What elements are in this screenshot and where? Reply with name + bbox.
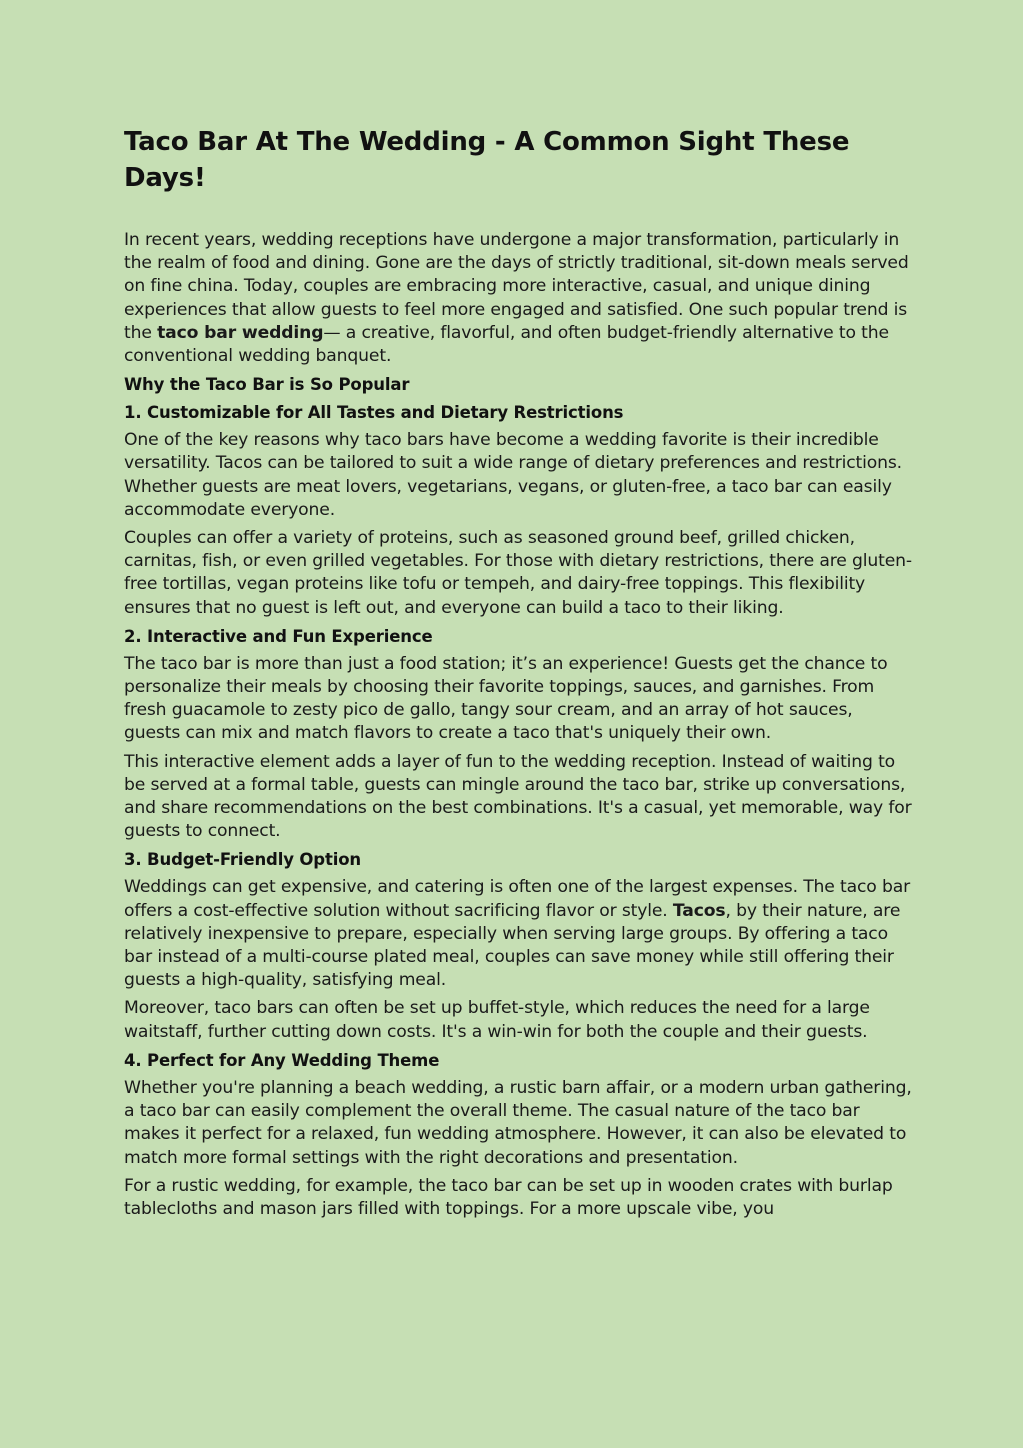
intro-paragraph bbox=[124, 229, 914, 368]
page-title: Taco Bar At The Wedding - A Common Sight These Days! bbox=[124, 127, 850, 193]
intro-text: In recent years, wedding receptions have undergone a major transformation, particularly in the realm of food and dining. Gone are the days of strictly traditional, sit-down meals served on fine china. Today, couples are embracing more interactive, casual, and unique dining experiences that allow guests to feel more engaged and satisfied. One such popular trend is the bbox=[124, 230, 909, 343]
section-1-heading: 1. Customizable for All Tastes and Dietary Restrictions bbox=[124, 403, 624, 423]
section-4-paragraph-2: For a rustic wedding, for example, the taco bar can be set up in wooden crates with burlap tablecloths and mason jars filled with toppings. For a more upscale vibe, you bbox=[124, 1175, 893, 1219]
section-3-paragraph-2: Moreover, taco bars can often be set up buffet-style, which reduces the need for a large waitstaff, further cutting down costs. It's a win-win for both the couple and their guests. bbox=[124, 998, 870, 1042]
section-2-paragraph-1: The taco bar is more than just a food station; it’s an experience! Guests get the chance to personalize their meals by choosing their favorite toppings, sauces, and garnishes. From fresh guacamole to zesty pico de gallo, tangy sour cream, and an array of hot sauces, guests can mix and match flavors to create a taco that's uniquely their own. bbox=[124, 653, 888, 744]
section-3-paragraph-1 bbox=[124, 876, 914, 992]
section-1-paragraph-1: One of the key reasons why taco bars have become a wedding favorite is their incredible versatility. Tacos can be tailored to suit a wide range of dietary preferences and restrictions. Whether guests are meat lovers, vegetarians, vegans, or gluten-free, a taco bar can easily accommodate everyone. bbox=[124, 430, 902, 520]
section-3-text-end: , by their nature, are relatively inexpensive to prepare, especially when serving large groups. By offering a taco bar instead of a multi-course plated meal, couples can save money while still offering their guests a high-quality, satisfying meal. bbox=[124, 900, 901, 991]
why-heading: Why the Taco Bar is So Popular bbox=[124, 375, 410, 395]
section-4-paragraph-1: Whether you're planning a beach wedding, a rustic barn affair, or a modern urban gathering, a taco bar can easily complement the overall theme. The casual nature of the taco bar makes it perfect for a relaxed, fun wedding atmosphere. However, it can also be elevated to match more formal settings with the right decorations and presentation. bbox=[124, 1077, 912, 1168]
section-1-paragraph-2: Couples can offer a variety of proteins, such as seasoned ground beef, grilled chicken, carnitas, fish, or even grilled vegetables. For those with dietary restrictions, there are gluten-free tortillas, vegan proteins like tofu or tempeh, and dairy-free toppings. This flexibility ensures that no guest is left out, and everyone can build a taco to their liking. bbox=[124, 528, 912, 618]
section-3-bold-keyword: Tacos bbox=[672, 900, 726, 921]
intro-text-end: — a creative, flavorful, and often budget-friendly alternative to the conventional wedding banquet. bbox=[124, 322, 889, 367]
section-3-heading: 3. Budget-Friendly Option bbox=[124, 850, 361, 870]
section-2-heading: 2. Interactive and Fun Experience bbox=[124, 626, 433, 646]
section-4-heading: 4. Perfect for Any Wedding Theme bbox=[124, 1050, 440, 1070]
intro-bold-keyword: taco bar wedding bbox=[157, 322, 324, 343]
document-page bbox=[124, 124, 914, 1226]
section-2-paragraph-2: This interactive element adds a layer of fun to the wedding reception. Instead of waiting to be served at a formal table, guests can mingle around the taco bar, strike up conversations, and share recommendations on the best combinations. It's a casual, yet memorable, way for guests to connect. bbox=[124, 751, 912, 842]
section-3-text: Weddings can get expensive, and catering is often one of the largest expenses. The taco bar offers a cost-effective solution without sacrificing flavor or style. bbox=[124, 877, 911, 921]
